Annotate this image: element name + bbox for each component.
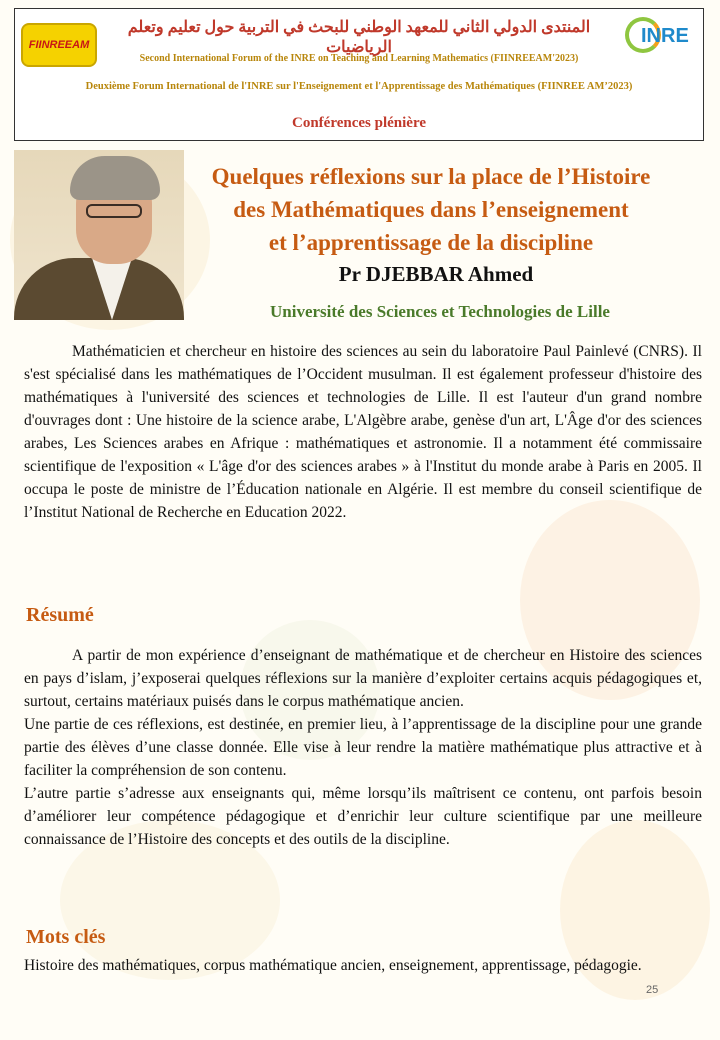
speaker-affiliation: Université des Sciences et Technologies de Lille [270,302,610,321]
fiinreeam-logo: FIINREEAM [21,23,97,67]
forum-title-english: Second International Forum of the INRE on Teaching and Learning Mathematics (FIINREEAM'2023) [139,53,579,64]
talk-title [186,160,676,259]
speaker-name: Pr DJEBBAR Ahmed [338,262,534,286]
resume-body [24,644,702,851]
speaker-photo [14,150,184,320]
keywords-heading: Mots clés [26,926,106,948]
speaker-bio: Mathématicien et chercheur en histoire des sciences au sein du laboratoire Paul Painlevé (CNRS). Il s'est spécialisé dans les mathématiques de l’Occident musulman. Il est également professeur d'histoire des mathématiques à l'université des sciences et technologies de Lille. Il est l'auteur d'un grand nombre d'ouvrages dont : Une histoire de la science arabe, L'Algèbre arabe, genèse d'un art, L'Âge d'or des sciences arabes, Les Sciences arabes en Afrique : mathématiques et astronomie. Il a notamment été commissaire scientifique de l'exposition « L'âge d'or des sciences arabes » à l'Institut du monde arabe à Paris en 2005. Il occupa le poste de ministre de l’Éducation nationale en Algérie. Il est membre du conseil scientifique de l’Institut National de Recherche en Education 2022. [24,343,702,521]
inre-logo-text: INRE [641,25,689,47]
resume-heading: Résumé [26,604,94,626]
talk-title-line: Quelques réflexions sur la place de l’Histoire [211,164,651,189]
forum-title-french: Deuxième Forum International de l'INRE sur l'Enseignement et l'Apprentissage des Mathématiques (FIINREE AM’2023) [85,81,633,92]
section-label: Conférences plénière [14,106,704,141]
arabic-forum-title: المنتدى الدولي الثاني للمعهد الوطني للبحث في التربية حول تعليم وتعلم الرياضيات [127,19,591,56]
resume-paragraph: A partir de mon expérience d’enseignant de mathématique et de chercheur en Histoire des sciences en pays d’islam, j’exposerai quelques réflexions sur la manière d’exploiter certains acquis pédagogiques et, surtout, certains matériaux puisés dans le corpus mathématique ancien. [24,647,702,710]
header-box [14,8,704,108]
resume-paragraph: Une partie de ces réflexions, est destinée, en premier lieu, à l’apprentissage de la discipline pour une grande partie des élèves d’une classe donnée. Elle vise à leur rendre la matière mathématique plus attractive et à faciliter la compréhension de son contenu. [24,716,702,779]
resume-paragraph: L’autre partie s’adresse aux enseignants qui, même lorsqu’ils maîtrisent ce contenu, ont parfois besoin d’améliorer leur compétence pédagogique et d’enrichir leur culture scientifique par une meilleure connaissance de l’Histoire des concepts et des outils de la discipline. [24,785,702,848]
talk-title-line: des Mathématiques dans l’enseignement [233,197,629,222]
keywords-text: Histoire des mathématiques, corpus mathématique ancien, enseignement, apprentissage, pédagogie. [24,957,642,974]
inre-logo [625,15,697,71]
talk-title-line: et l’apprentissage de la discipline [268,230,594,255]
page-number: 25 [646,984,659,996]
